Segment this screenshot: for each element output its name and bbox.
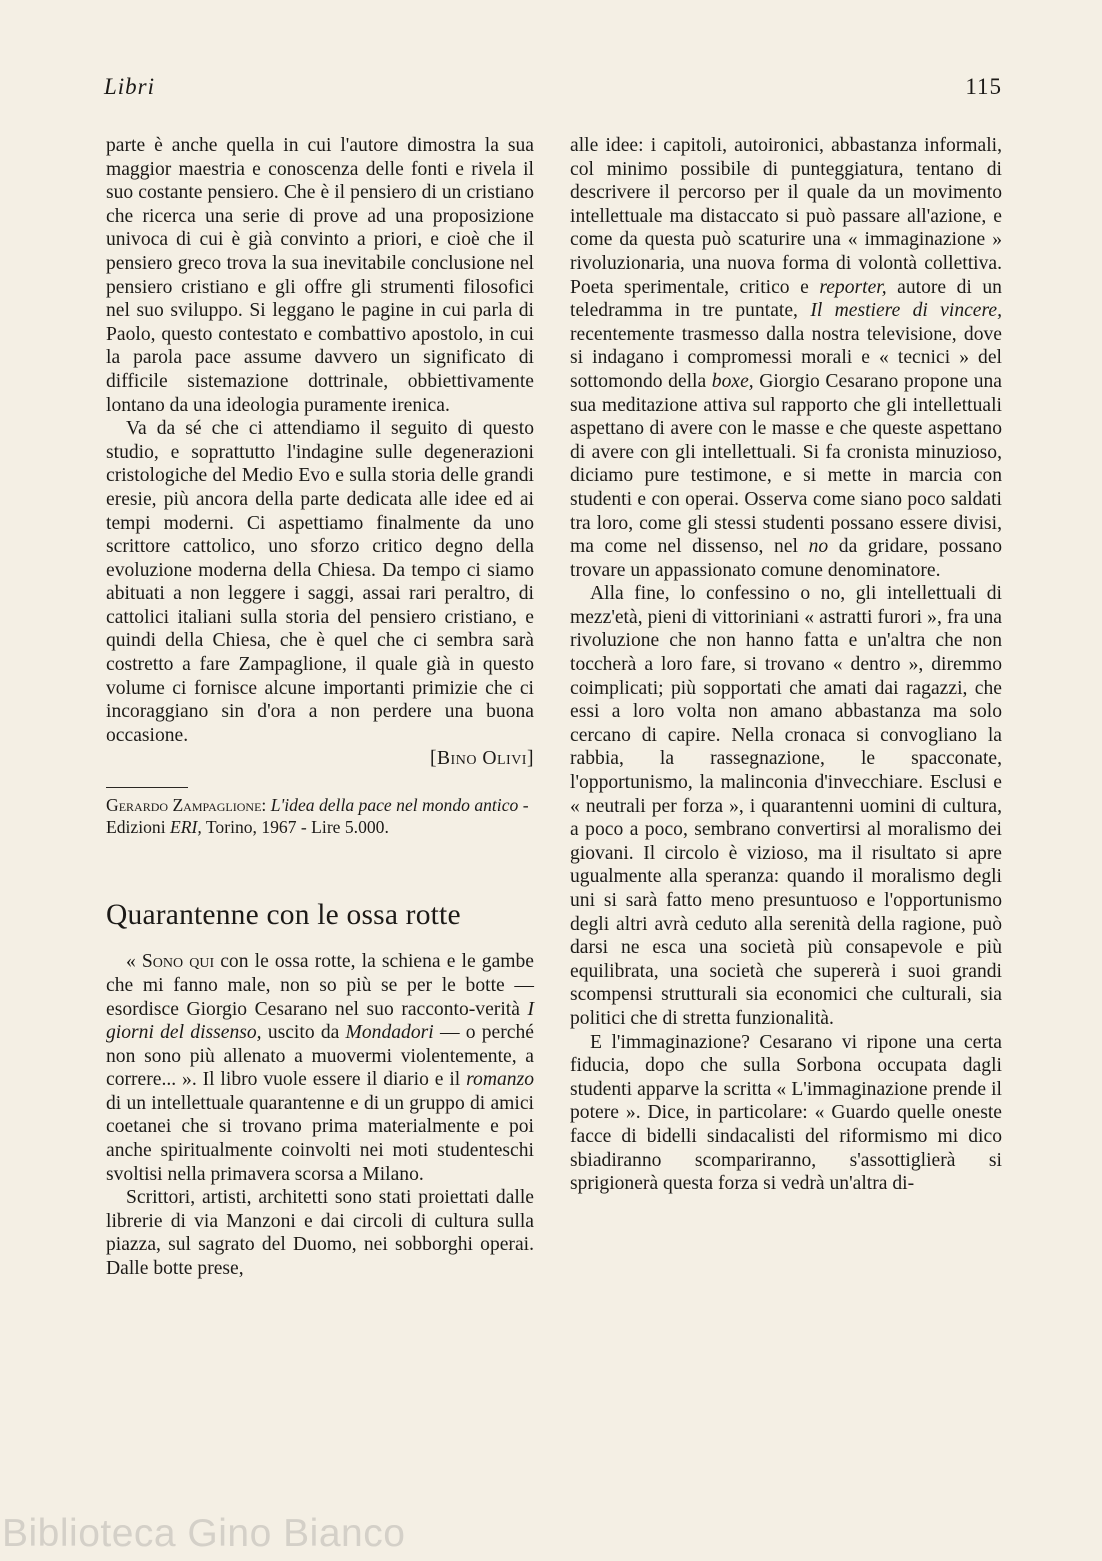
book-edition: - Edizioni [106, 795, 529, 838]
right-column [570, 134, 1002, 1196]
book-place-price: Torino, 1967 - Lire 5.000. [205, 817, 389, 838]
opening-smallcaps: « Sono qui [126, 951, 215, 973]
book-author: Gerardo Zampaglione: [106, 795, 267, 816]
signature-line [106, 747, 534, 771]
book-title: L'idea della pace nel mondo antico [270, 795, 519, 816]
divider-rule [106, 787, 188, 788]
reviewer-signature: [Bino Olivi] [429, 748, 534, 770]
review-paragraph: E l'immaginazione? Cesarano vi ripone una certa fiducia, dopo che sulla Sorbona occupata dagli studenti apparve la scritta « L'immaginazione prende il potere ». Dice, in particolare: « Guardo quelle oneste facce di bidelli sindacalisti del riformismo mi dico sbiadiranno scompariranno, s'assottiglierà si sprigionerà questa forza si vedrà un'altra di- [570, 1031, 1002, 1195]
review-paragraph: Scrittori, artisti, architetti sono stati proiettati dalle librerie di via Manzoni e dai circoli di cultura sulla piazza, sul sagrato del Duomo, nei sobborghi operai. Dalle botte prese, [106, 1187, 534, 1280]
running-head: Libri [104, 74, 156, 99]
italic-word: reporter, [819, 276, 887, 298]
italic-book-title: I giorni del dissenso, [106, 998, 534, 1044]
italic-publisher: Mondadori [345, 1022, 434, 1044]
book-publisher: ERI, [170, 817, 202, 838]
review-paragraph: « Sono qui con le ossa rotte, la schiena e le gambe che mi fanno male, non so più se per le botte — esordisce Giorgio Cesarano nel suo racconto-verità I giorni del dissenso, uscito da Mondadori — o perché non sono più allenato a muovermi violentemente, a correre... ». Il libro vuole essere il diario e il romanzo di un intellettuale quarantenne e di un gruppo di amici coetanei che si trovano prima materialmente e poi anche spiritualmente coinvolti nei moti studenteschi svoltisi nella primavera scorsa a Milano. [106, 951, 534, 1185]
bibliographic-entry [106, 794, 534, 838]
review-paragraph: Va da sé che ci attendiamo il seguito di questo studio, e soprattutto l'indagine sulle degenerazioni cristologiche del Medio Evo e sulla storia delle grandi eresie, più ancora della parte dedicata alle idee ed ai tempi moderni. Ci aspettiamo finalmente da uno scrittore cattolico, uno sforzo critico degno della evoluzione moderna della Chiesa. Da tempo ci siamo abituati a non leggere i saggi, assai rari peraltro, di cattolici italiani sulla storia del pensiero cristiano, e quindi della Chiesa, che è quel che ci sembra sarà costretto a fare Zampaglione, il quale già in questo volume ci fornisce alcune importanti primizie che ci incoraggiano sin d'ora a non perdere una buona occasione. [106, 418, 534, 746]
review-paragraph: alle idee: i capitoli, autoironici, abbastanza informali, col minimo possibile di punteggiatura, tentano di descrivere il percorso per il quale da un movimento intellettuale ma distaccato si può passare all'azione, e come da questa può scaturire una « immaginazione » rivoluzionaria, una nuova forma di volontà collettiva. Poeta sperimentale, critico e reporter, autore di un teledramma in tre puntate, Il mestiere di vincere, recentemente trasmesso dalla nostra televisione, dove si indagano i compromessi morali e « tecnici » del sottomondo della boxe, Giorgio Cesarano propone una sua meditazione attiva sul rapporto che gli intellettuali aspettano di avere con le masse e che queste aspettano di avere con gli intellettuali. Si fa cronista minuzioso, diciamo pure testimone, e si mette in marcia con studenti e con operai. Osserva come siano poco saldati tra loro, come gli stessi studenti possano essere divisi, ma come nel dissenso, nel no da gridare, possano trovare un appassionato comune denominatore. [570, 135, 1002, 581]
review-paragraph: parte è anche quella in cui l'autore dimostra la sua maggior maestria e conoscenza delle fonti e rivela il suo costante pensiero. Che è il pensiero di un cristiano che ricerca una serie di prove ad una proposizione univoca di cui è già convinto a priori, e cioè che il pensiero greco trova la sua inevitabile conclusione nel pensiero cristiano e gli offre gli strumenti filosofici nel suo sviluppo. Si leggano le pagine in cui parla di Paolo, questo contestato e combattivo apostolo, in cui la parola pace assume davvero un significato di difficile sistemazione dottrinale, obbiettivamente lontano da una ideologia puramente irenica. [106, 135, 534, 416]
review-paragraph: Alla fine, lo confessino o no, gli intellettuali di mezz'età, pieni di vittoriniani « astratti furori », fra una rivoluzione che non hanno fatta e un'altra che non toccherà a loro fare, si trovano « dentro », diremmo coimplicati; più sopportati che amati dai ragazzi, che essi a loro volta non amano abbastanza ma solo cercano di capire. Nella cronaca si convogliano la rabbia, la rassegnazione, le spacconate, l'opportunismo, la malinconia d'invecchiare. Esclusi e « neutrali per forza », i quarantenni uomini di cultura, a poco a poco, sembrano convertirsi al moralismo dei giovani. Il circolo è vizioso, ma il risultato si apre ugualmente alla speranza: quando il moralismo degli uni si sarà fatto meno presuntuoso e l'opportunismo degli altri avrà ceduto alla serenità della ragione, può darsi ne esca una società più consapevole e più equilibrata, una società che supererà i suoi grandi scompensi strutturali sia economici che culturali, sia politici che di stretta funzionalità. [570, 583, 1002, 1029]
page-header [104, 74, 1002, 104]
library-watermark: Biblioteca Gino Bianco [2, 1512, 406, 1555]
section-title: Quarantenne con le ossa rotte [106, 899, 461, 932]
italic-word: romanzo [466, 1069, 534, 1091]
page-number: 115 [965, 74, 1002, 99]
italic-word: no [808, 536, 829, 558]
left-column [106, 134, 534, 1281]
italic-word: boxe, [711, 370, 754, 392]
italic-teledrama-title: Il mestiere di vincere, [810, 300, 1002, 322]
